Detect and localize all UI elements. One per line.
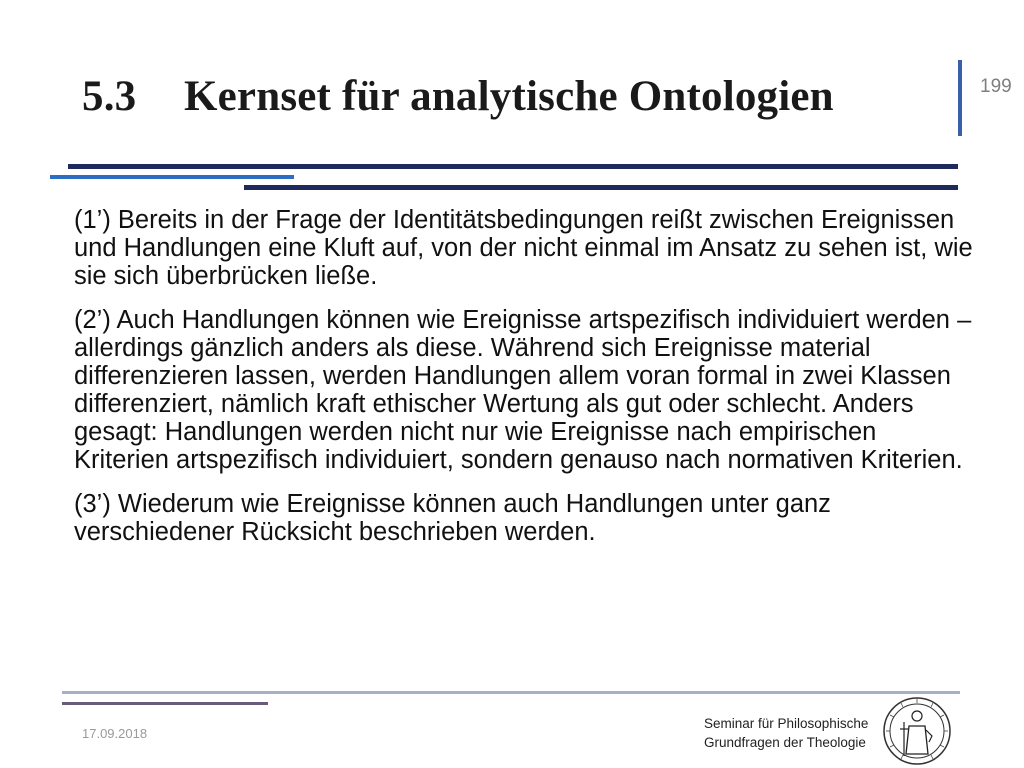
institute-line-1: Seminar für Philosophische xyxy=(704,716,869,731)
header-rule-top xyxy=(68,164,958,169)
slide-body xyxy=(74,206,974,562)
paragraph-3: (3’) Wiederum wie Ereignisse können auch Handlungen unter ganz verschiedener Rücksicht beschrieben werden. xyxy=(74,490,831,546)
paragraph-2: (2’) Auch Handlungen können wie Ereignisse artspezifisch individuiert werden – allerdings gänzlich anders als diese. Während sich Ereignisse material differenzieren lassen, werden Handlungen allem voran formal in zwei Klassen differenziert, nämlich kraft ethischer Wertung als gut oder schlecht. Anders gesagt: Handlungen werden nicht nur wie Ereignisse nach empirischen Kriterien artspezifisch individuiert, sondern genauso nach normativen Kriterien. xyxy=(74,306,972,474)
footer-date: 17.09.2018 xyxy=(82,726,148,741)
footer-rule-accent xyxy=(62,702,268,705)
footer-institute xyxy=(704,714,868,752)
section-title: Kernset für analytische Ontologien xyxy=(184,73,834,120)
paragraph-1: (1’) Bereits in der Frage der Identitätsbedingungen reißt zwischen Ereignissen und Handlungen eine Kluft auf, von der nicht einmal im Ansatz zu sehen ist, wie sie sich überbrücken ließe. xyxy=(74,206,973,290)
institute-line-2: Grundfragen der Theologie xyxy=(704,735,866,750)
section-number: 5.3 xyxy=(82,73,137,120)
footer-rule xyxy=(62,691,960,694)
page-number: 199 xyxy=(980,76,1012,97)
header-rule-bottom xyxy=(244,185,958,190)
university-seal-icon xyxy=(882,696,952,766)
vertical-divider xyxy=(958,60,962,136)
header-rule-accent xyxy=(50,175,294,179)
slide-title xyxy=(82,72,834,121)
